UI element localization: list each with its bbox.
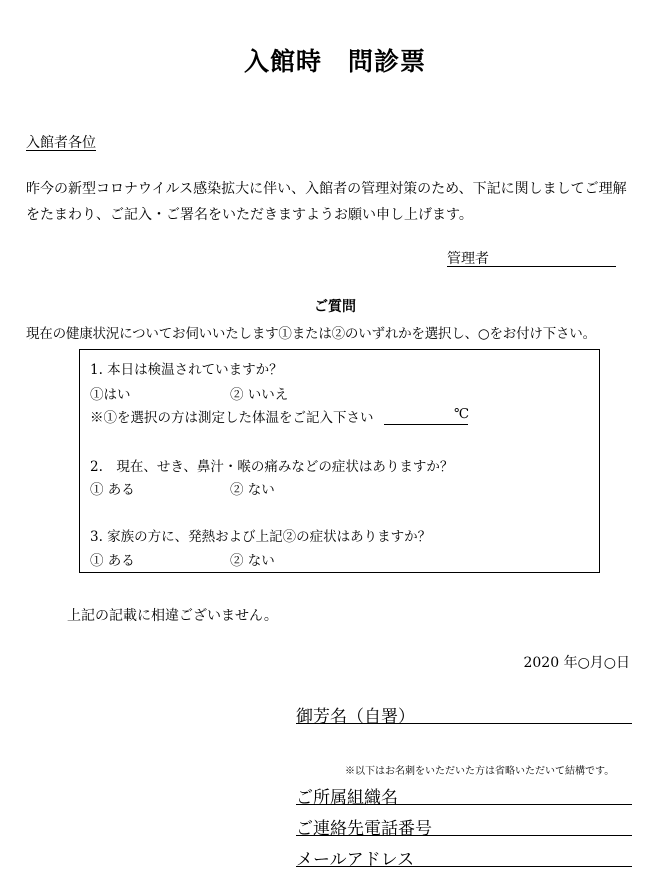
phone-line[interactable]	[296, 835, 632, 836]
question-2-option-yes[interactable]: ① ある	[90, 482, 135, 498]
confirmation-statement: 上記の記載に相違ございません。	[67, 608, 278, 624]
question-3-option-yes[interactable]: ① ある	[90, 553, 135, 569]
phone-label: ご連絡先電話番号	[296, 819, 432, 839]
organization-line[interactable]	[296, 804, 632, 805]
name-signature-line[interactable]	[296, 723, 632, 724]
email-label: メールアドレス	[296, 850, 415, 870]
question-3-text: 3. 家族の方に、発熱および上記②の症状はありますか？	[90, 529, 432, 545]
intro-paragraph	[26, 176, 627, 228]
business-card-note: ※以下はお名刺をいただいた方は省略いただいて結構です。	[345, 766, 615, 777]
page-title: 入館時 問診票	[243, 47, 426, 76]
question-2-option-no[interactable]: ② ない	[230, 482, 275, 498]
addressee: 入館者各位	[26, 135, 96, 151]
question-1-option-no[interactable]: ② いいえ	[230, 387, 289, 403]
question-1-text: 1. 本日は検温されていますか？	[90, 362, 283, 378]
question-2-text: 2. 現在、せき、鼻汁・喉の痛みなどの症状はありますか？	[90, 459, 454, 475]
email-line[interactable]	[296, 866, 632, 867]
question-1-temperature-note: ※①を選択の方は測定した体温をご記入下さい	[90, 410, 374, 426]
question-1-option-yes[interactable]: ①はい	[90, 387, 131, 403]
question-3-option-no[interactable]: ② ない	[230, 553, 275, 569]
temperature-input-line[interactable]	[384, 424, 468, 425]
manager-signature-line[interactable]	[447, 266, 616, 267]
intro-line-2: をたまわり、ご記入・ご署名をいただきますようお願い申し上げます。	[26, 207, 473, 223]
intro-line-1: 昨今の新型コロナウイルス感染拡大に伴い、入館者の管理対策のため、下記に関しましてご理解	[26, 181, 627, 197]
name-label: 御芳名（自署）	[296, 707, 415, 727]
questions-instruction: 現在の健康状況についてお伺いいたします①または②のいずれかを選択し、○をお付け下さい。	[26, 326, 596, 342]
temperature-unit: ℃	[454, 406, 470, 422]
manager-label: 管理者	[447, 251, 489, 267]
date-field: 2020 年○月○日	[523, 655, 630, 671]
questions-heading: ご質問	[314, 299, 356, 315]
organization-label: ご所属組織名	[296, 788, 398, 808]
